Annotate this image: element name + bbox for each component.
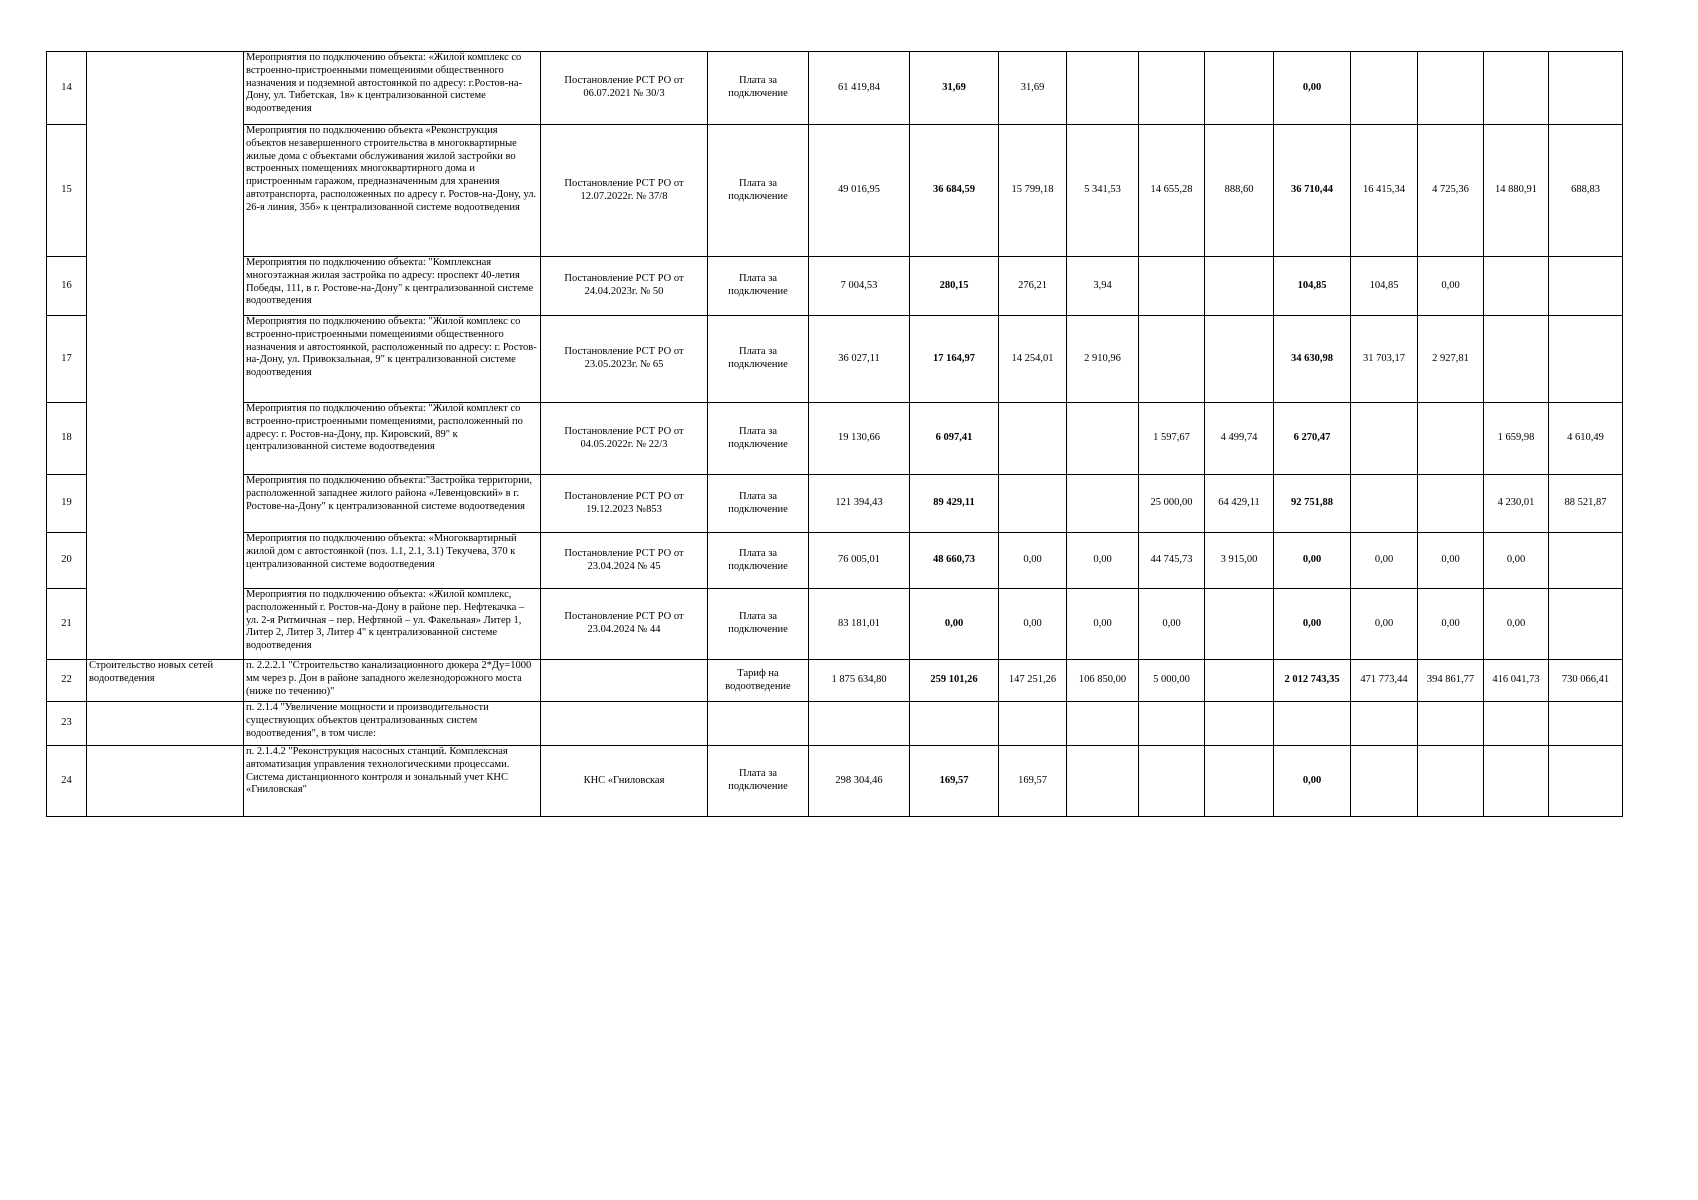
basis-document (541, 660, 708, 702)
table-row (47, 746, 1623, 817)
value-cell (1549, 316, 1623, 403)
value-cell: 0,00 (1484, 589, 1549, 660)
funding-source: Плата за подключение (708, 257, 809, 316)
measure-description: Мероприятия по подключению объекта: "Комплексная многоэтажная жилая застройка по адресу: проспект 40-летия Победы, 111, в г. Ростове-на-Дону" к централизованной системе водоотведения (244, 257, 541, 316)
value-cell (1418, 403, 1484, 475)
funding-source: Тариф на водоотведение (708, 660, 809, 702)
value-cell: 49 016,95 (809, 125, 910, 257)
basis-document (541, 702, 708, 746)
value-cell (1351, 403, 1418, 475)
value-cell: 83 181,01 (809, 589, 910, 660)
basis-document: Постановление РСТ РО от 19.12.2023 №853 (541, 475, 708, 533)
basis-document: Постановление РСТ РО от 06.07.2021 № 30/3 (541, 52, 708, 125)
section-cell (87, 746, 244, 817)
value-cell: 688,83 (1549, 125, 1623, 257)
table-row (47, 660, 1623, 702)
value-cell (1484, 702, 1549, 746)
funding-source: Плата за подключение (708, 475, 809, 533)
row-number: 21 (47, 589, 87, 660)
funding-source: Плата за подключение (708, 125, 809, 257)
value-cell: 1 597,67 (1139, 403, 1205, 475)
value-cell: 64 429,11 (1205, 475, 1274, 533)
value-cell (1418, 52, 1484, 125)
value-cell (1139, 316, 1205, 403)
value-cell (1351, 52, 1418, 125)
funding-source: Плата за подключение (708, 746, 809, 817)
value-cell (1484, 52, 1549, 125)
value-cell: 15 799,18 (999, 125, 1067, 257)
table-row (47, 702, 1623, 746)
value-cell: 104,85 (1274, 257, 1351, 316)
value-cell: 1 659,98 (1484, 403, 1549, 475)
value-cell: 5 000,00 (1139, 660, 1205, 702)
value-cell (1205, 316, 1274, 403)
value-cell: 259 101,26 (910, 660, 999, 702)
section-cell (87, 702, 244, 746)
value-cell: 31 703,17 (1351, 316, 1418, 403)
value-cell (999, 403, 1067, 475)
value-cell: 3,94 (1067, 257, 1139, 316)
measure-description: Мероприятия по подключению объекта: «Жилой комплекс со встроенно-пристроенными помещениями общественного назначения и подземной автостоянкой по адресу: г.Ростов-на-Дону, ул. Тибетская, 1в» к централизованной системе водоотведения (244, 52, 541, 125)
row-number: 15 (47, 125, 87, 257)
value-cell (1139, 52, 1205, 125)
table-row (47, 589, 1623, 660)
value-cell (1205, 52, 1274, 125)
value-cell: 169,57 (999, 746, 1067, 817)
value-cell: 6 097,41 (910, 403, 999, 475)
value-cell (1484, 746, 1549, 817)
measure-description: п. 2.1.4 "Увеличение мощности и производительности существующих объектов централизованных систем водоотведения", в том числе: (244, 702, 541, 746)
value-cell (1418, 702, 1484, 746)
row-number: 24 (47, 746, 87, 817)
value-cell (1205, 660, 1274, 702)
value-cell: 394 861,77 (1418, 660, 1484, 702)
table-row (47, 533, 1623, 589)
value-cell (1205, 589, 1274, 660)
section-cell (87, 52, 244, 660)
row-number: 22 (47, 660, 87, 702)
value-cell: 280,15 (910, 257, 999, 316)
table-row (47, 125, 1623, 257)
value-cell (1351, 746, 1418, 817)
funding-source: Плата за подключение (708, 403, 809, 475)
row-number: 23 (47, 702, 87, 746)
value-cell: 0,00 (1484, 533, 1549, 589)
value-cell (1549, 533, 1623, 589)
value-cell: 7 004,53 (809, 257, 910, 316)
value-cell: 416 041,73 (1484, 660, 1549, 702)
value-cell: 36 684,59 (910, 125, 999, 257)
value-cell: 0,00 (1139, 589, 1205, 660)
basis-document: Постановление РСТ РО от 04.05.2022г. № 22/3 (541, 403, 708, 475)
row-number: 18 (47, 403, 87, 475)
measure-description: Мероприятия по подключению объекта: "Жилой комплект со встроенно-пристроенными помещениями, расположенный по адресу: г. Ростов-на-Дону, пр. Кировский, 89" к централизованной системе водоотведения (244, 403, 541, 475)
value-cell: 0,00 (910, 589, 999, 660)
basis-document: КНС «Гниловская (541, 746, 708, 817)
value-cell: 0,00 (1351, 589, 1418, 660)
value-cell (910, 702, 999, 746)
table-row (47, 475, 1623, 533)
value-cell: 25 000,00 (1139, 475, 1205, 533)
value-cell (1418, 475, 1484, 533)
section-cell: Строительство новых сетей водоотведения (87, 660, 244, 702)
value-cell: 0,00 (1274, 533, 1351, 589)
value-cell: 14 655,28 (1139, 125, 1205, 257)
value-cell: 92 751,88 (1274, 475, 1351, 533)
value-cell: 0,00 (1274, 746, 1351, 817)
value-cell: 2 927,81 (1418, 316, 1484, 403)
value-cell: 36 710,44 (1274, 125, 1351, 257)
value-cell: 0,00 (1418, 533, 1484, 589)
value-cell: 298 304,46 (809, 746, 910, 817)
value-cell (999, 475, 1067, 533)
value-cell: 19 130,66 (809, 403, 910, 475)
value-cell: 4 610,49 (1549, 403, 1623, 475)
value-cell: 2 910,96 (1067, 316, 1139, 403)
value-cell (1067, 746, 1139, 817)
value-cell (1484, 257, 1549, 316)
row-number: 19 (47, 475, 87, 533)
value-cell: 14 880,91 (1484, 125, 1549, 257)
value-cell: 14 254,01 (999, 316, 1067, 403)
value-cell: 2 012 743,35 (1274, 660, 1351, 702)
value-cell: 88 521,87 (1549, 475, 1623, 533)
measure-description: п. 2.2.2.1 "Строительство канализационного дюкера 2*Ду=1000 мм через р. Дон в районе западного железнодорожного моста (ниже по течению)" (244, 660, 541, 702)
value-cell (1549, 589, 1623, 660)
measure-description: п. 2.1.4.2 "Реконструкция насосных станций. Комплексная автоматизация управления технологическими процессами. Система дистанционного контроля и зональный учет КНС «Гниловская" (244, 746, 541, 817)
value-cell: 4 725,36 (1418, 125, 1484, 257)
value-cell: 36 027,11 (809, 316, 910, 403)
value-cell (1549, 257, 1623, 316)
measure-description: Мероприятия по подключению объекта: «Жилой комплекс, расположенный г. Ростов-на-Дону в районе пер. Нефтекачка – ул. 2-я Ритмичная – пер. Нефтяной – ул. Факельная» Литер 1, Литер 2, Литер 3, Литер 4" к централизованной системе водоотведения (244, 589, 541, 660)
value-cell (1139, 746, 1205, 817)
value-cell (1067, 52, 1139, 125)
funding-source: Плата за подключение (708, 533, 809, 589)
measure-description: Мероприятия по подключению объекта: "Жилой комплекс со встроенно-пристроенными помещениями общественного назначения и автостоянкой, расположенный по адресу: г. Ростов-на-Дону, ул. Привокзальная, 9" к централизованной системе водоотведения (244, 316, 541, 403)
basis-document: Постановление РСТ РО от 23.04.2024 № 44 (541, 589, 708, 660)
measure-description: Мероприятия по подключению объекта: «Многоквартирный жилой дом с автостоянкой (поз. 1.1, 2.1, 3.1) Текучева, 370 к централизованной системе водоотведения (244, 533, 541, 589)
value-cell: 4 499,74 (1205, 403, 1274, 475)
value-cell (1274, 702, 1351, 746)
value-cell: 31,69 (999, 52, 1067, 125)
value-cell: 4 230,01 (1484, 475, 1549, 533)
value-cell: 76 005,01 (809, 533, 910, 589)
funding-source (708, 702, 809, 746)
value-cell: 6 270,47 (1274, 403, 1351, 475)
value-cell (999, 702, 1067, 746)
value-cell: 3 915,00 (1205, 533, 1274, 589)
value-cell: 31,69 (910, 52, 999, 125)
value-cell: 5 341,53 (1067, 125, 1139, 257)
value-cell: 0,00 (1067, 589, 1139, 660)
value-cell (1205, 702, 1274, 746)
value-cell: 147 251,26 (999, 660, 1067, 702)
row-number: 17 (47, 316, 87, 403)
value-cell: 0,00 (999, 533, 1067, 589)
funding-source: Плата за подключение (708, 52, 809, 125)
value-cell (1139, 257, 1205, 316)
value-cell: 169,57 (910, 746, 999, 817)
row-number: 14 (47, 52, 87, 125)
row-number: 16 (47, 257, 87, 316)
basis-document: Постановление РСТ РО от 12.07.2022г. № 37/8 (541, 125, 708, 257)
funding-source: Плата за подключение (708, 589, 809, 660)
investment-program-table (46, 51, 1623, 817)
value-cell (1549, 702, 1623, 746)
value-cell: 89 429,11 (910, 475, 999, 533)
value-cell: 0,00 (1418, 257, 1484, 316)
value-cell: 0,00 (1418, 589, 1484, 660)
value-cell: 0,00 (1274, 52, 1351, 125)
value-cell: 0,00 (1351, 533, 1418, 589)
value-cell (809, 702, 910, 746)
measure-description: Мероприятия по подключению объекта:"Застройка территории, расположенной западнее жилого района «Левенцовский» в г. Ростове-на-Дону" к централизованной системе водоотведения (244, 475, 541, 533)
value-cell: 0,00 (999, 589, 1067, 660)
value-cell (1418, 746, 1484, 817)
basis-document: Постановление РСТ РО от 24.04.2023г. № 50 (541, 257, 708, 316)
value-cell (1205, 746, 1274, 817)
table-row (47, 52, 1623, 125)
value-cell (1484, 316, 1549, 403)
value-cell: 61 419,84 (809, 52, 910, 125)
basis-document: Постановление РСТ РО от 23.05.2023г. № 65 (541, 316, 708, 403)
value-cell (1067, 403, 1139, 475)
value-cell: 471 773,44 (1351, 660, 1418, 702)
table-row (47, 403, 1623, 475)
value-cell: 276,21 (999, 257, 1067, 316)
value-cell: 34 630,98 (1274, 316, 1351, 403)
value-cell (1351, 702, 1418, 746)
value-cell (1351, 475, 1418, 533)
value-cell (1205, 257, 1274, 316)
value-cell: 121 394,43 (809, 475, 910, 533)
value-cell: 888,60 (1205, 125, 1274, 257)
measure-description: Мероприятия по подключению объекта «Реконструкция объектов незавершенного строительства в многоквартирные жилые дома с объектами обслуживания жилой застройки во встроенных помещениях многоквартирного дома и пристроенным гаражом, предназначенным для хранения автотранспорта, расположенных по адресу г. Ростов-на-Дону, ул. 26-я линия, 35б» к централизованной системе водоотведения (244, 125, 541, 257)
value-cell: 1 875 634,80 (809, 660, 910, 702)
value-cell: 0,00 (1067, 533, 1139, 589)
value-cell (1139, 702, 1205, 746)
value-cell: 17 164,97 (910, 316, 999, 403)
value-cell: 44 745,73 (1139, 533, 1205, 589)
value-cell (1549, 746, 1623, 817)
value-cell: 48 660,73 (910, 533, 999, 589)
value-cell: 0,00 (1274, 589, 1351, 660)
value-cell (1549, 52, 1623, 125)
value-cell: 106 850,00 (1067, 660, 1139, 702)
value-cell: 730 066,41 (1549, 660, 1623, 702)
table-row (47, 257, 1623, 316)
table-row (47, 316, 1623, 403)
funding-source: Плата за подключение (708, 316, 809, 403)
basis-document: Постановление РСТ РО от 23.04.2024 № 45 (541, 533, 708, 589)
value-cell (1067, 702, 1139, 746)
value-cell: 16 415,34 (1351, 125, 1418, 257)
value-cell (1067, 475, 1139, 533)
value-cell: 104,85 (1351, 257, 1418, 316)
row-number: 20 (47, 533, 87, 589)
